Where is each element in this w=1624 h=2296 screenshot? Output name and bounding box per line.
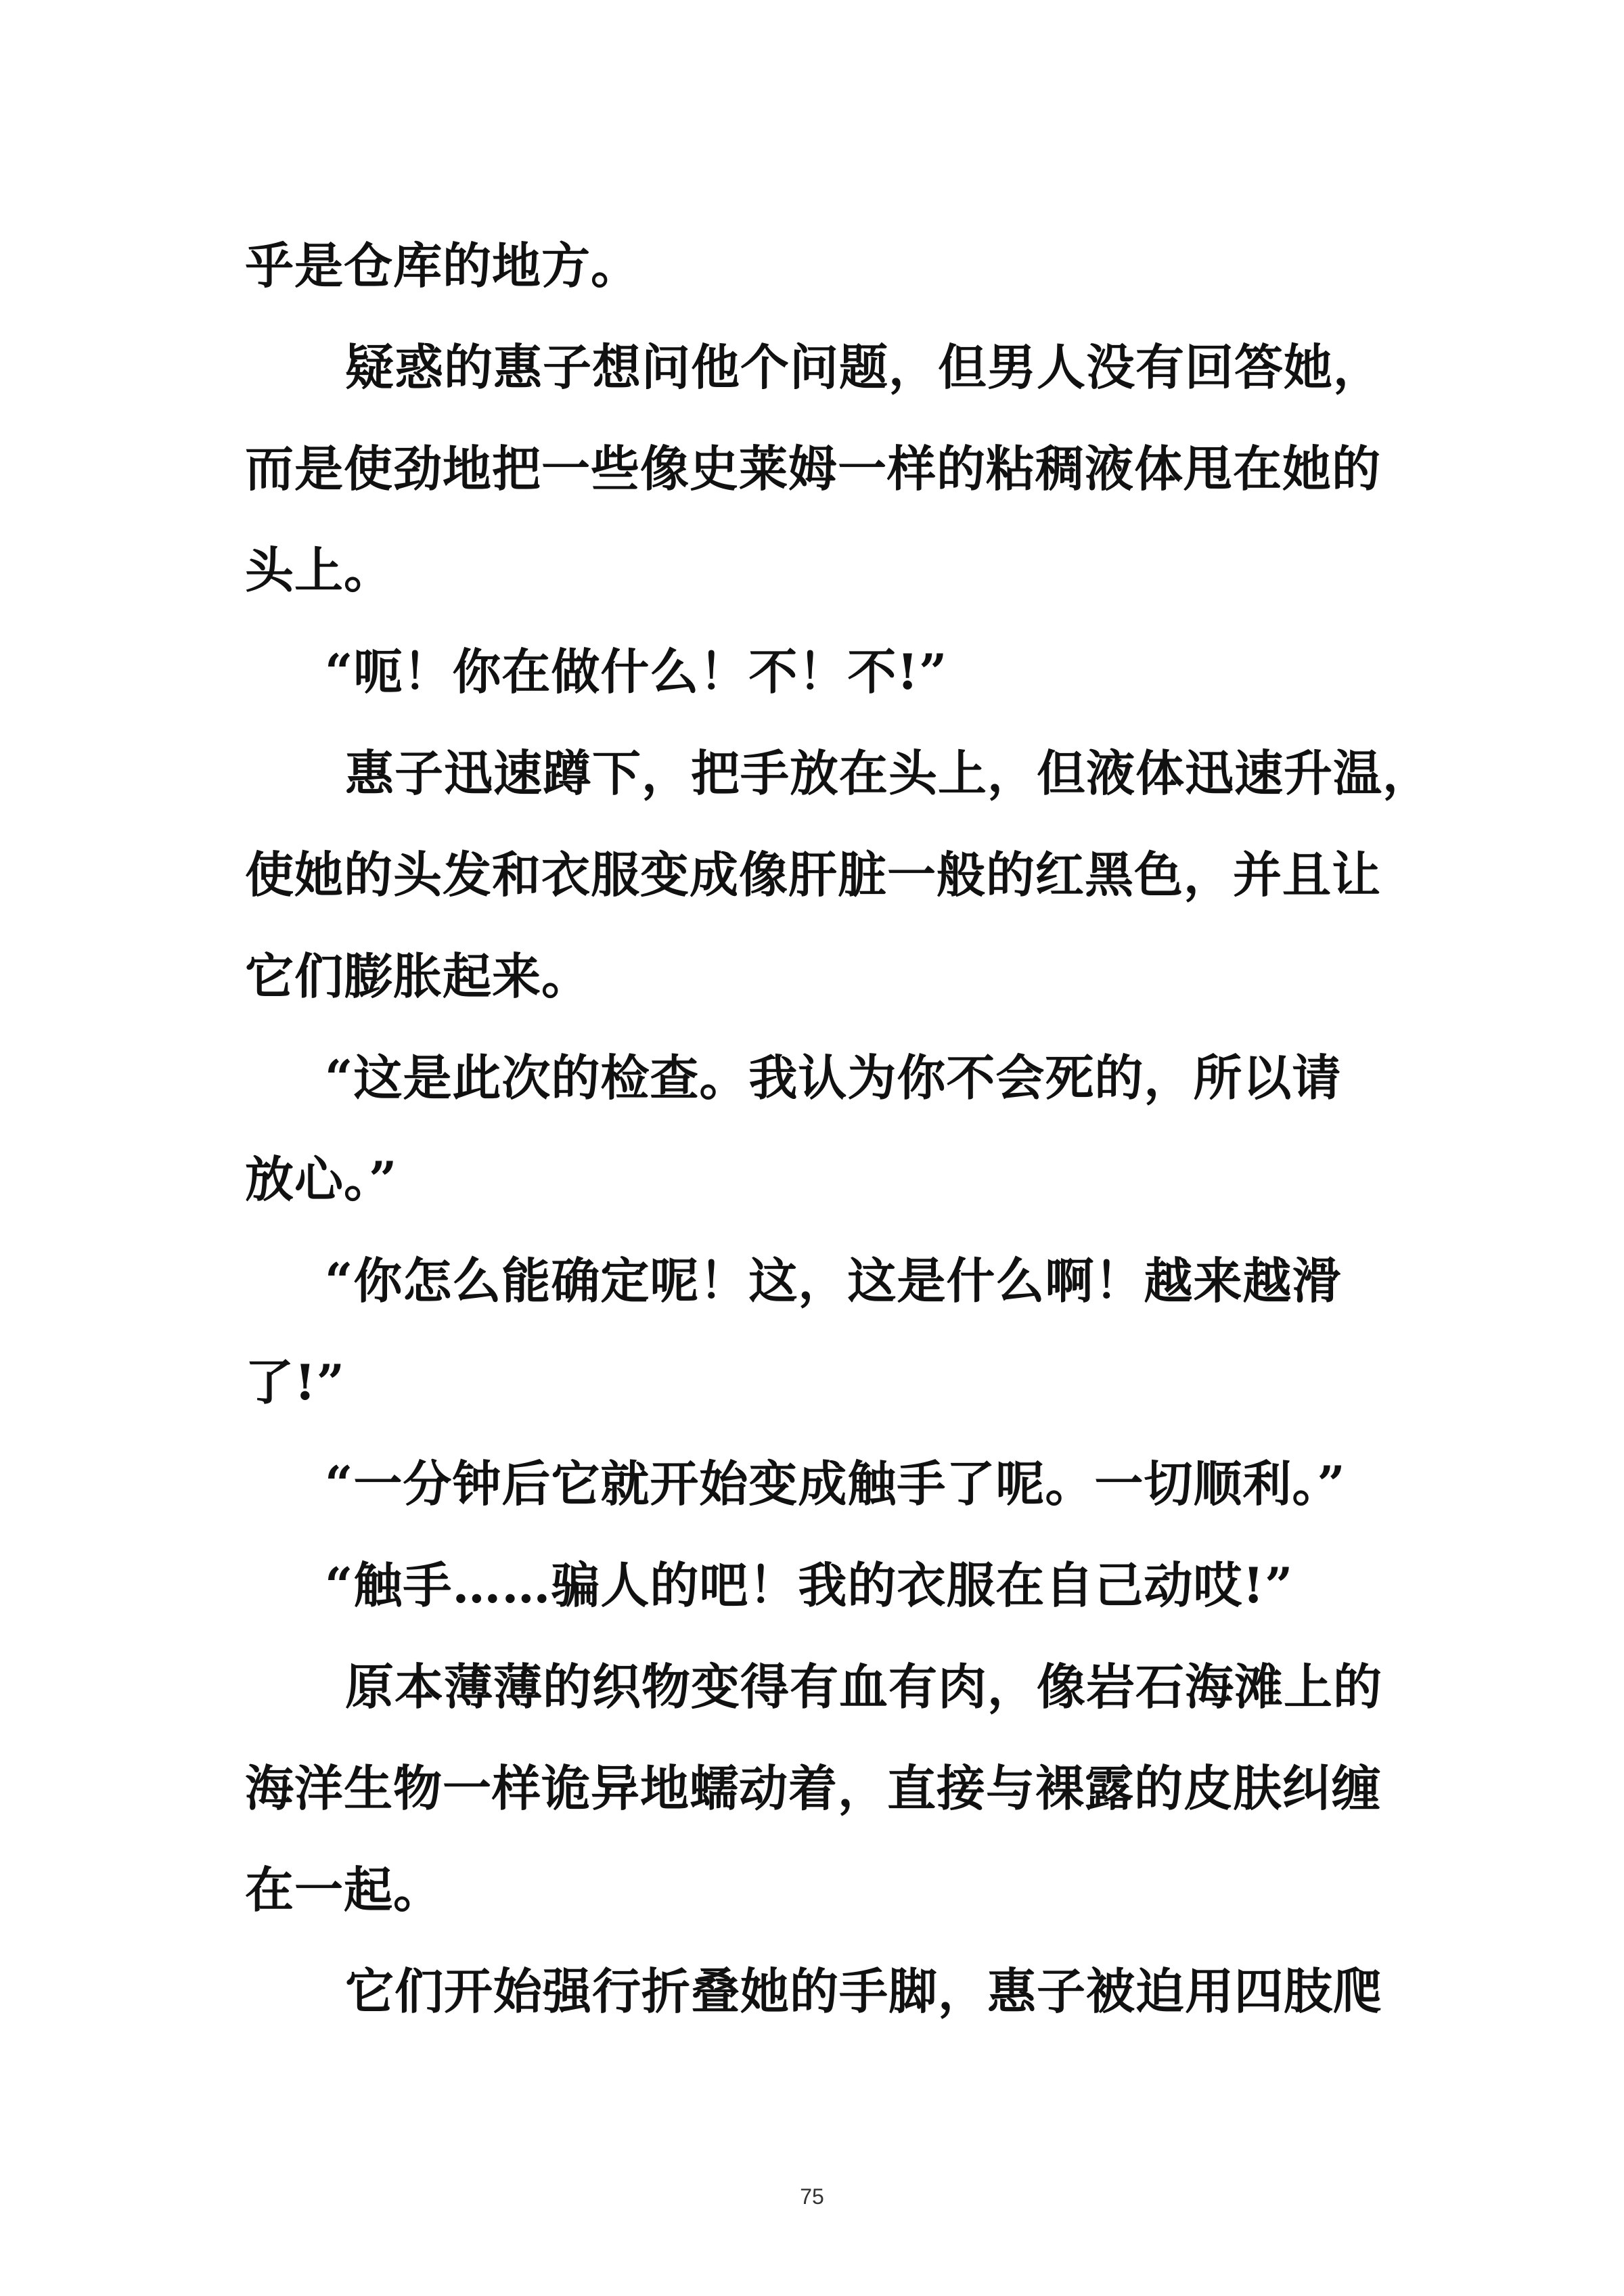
text-line: 乎是仓库的地方。 (245, 237, 641, 294)
text-line: “触手……骗人的吧！我的衣服在自己动哎!” (325, 1556, 1294, 1614)
text-line: 它们开始强行折叠她的手脚，惠子被迫用四肢爬 (345, 1962, 1383, 2020)
text-line: 它们膨胀起来。 (245, 947, 591, 1005)
text-line: 原本薄薄的织物变得有血有肉，像岩石海滩上的 (345, 1658, 1383, 1715)
text-line: 惠子迅速蹲下，把手放在头上，但液体迅速升温， (345, 744, 1433, 802)
text-line: 使她的头发和衣服变成像肝脏一般的红黑色，并且让 (245, 846, 1382, 903)
text-line: “这是此次的检查。我认为你不会死的，所以请 (325, 1049, 1342, 1106)
text-line: 放心。” (245, 1150, 398, 1208)
text-line: 而是使劲地把一些像史莱姆一样的粘稠液体甩在她的 (245, 440, 1382, 497)
body-text (245, 215, 1433, 2042)
text-line: “你怎么能确定呢！这，这是什么啊！越来越滑 (325, 1252, 1342, 1309)
text-line: 疑惑的惠子想问他个问题，但男人没有回答她， (345, 338, 1383, 396)
text-line: 海洋生物一样诡异地蠕动着，直接与裸露的皮肤纠缠 (245, 1759, 1382, 1817)
page-number: 75 (800, 2184, 824, 2209)
text-line: “一分钟后它就开始变成触手了呢。一切顺利。” (325, 1455, 1346, 1512)
text-line: “呃！你在做什么！不！不!” (325, 643, 948, 700)
text-line: 在一起。 (245, 1861, 443, 1918)
text-line: 头上。 (245, 541, 394, 599)
text-line: 了!” (245, 1353, 346, 1411)
